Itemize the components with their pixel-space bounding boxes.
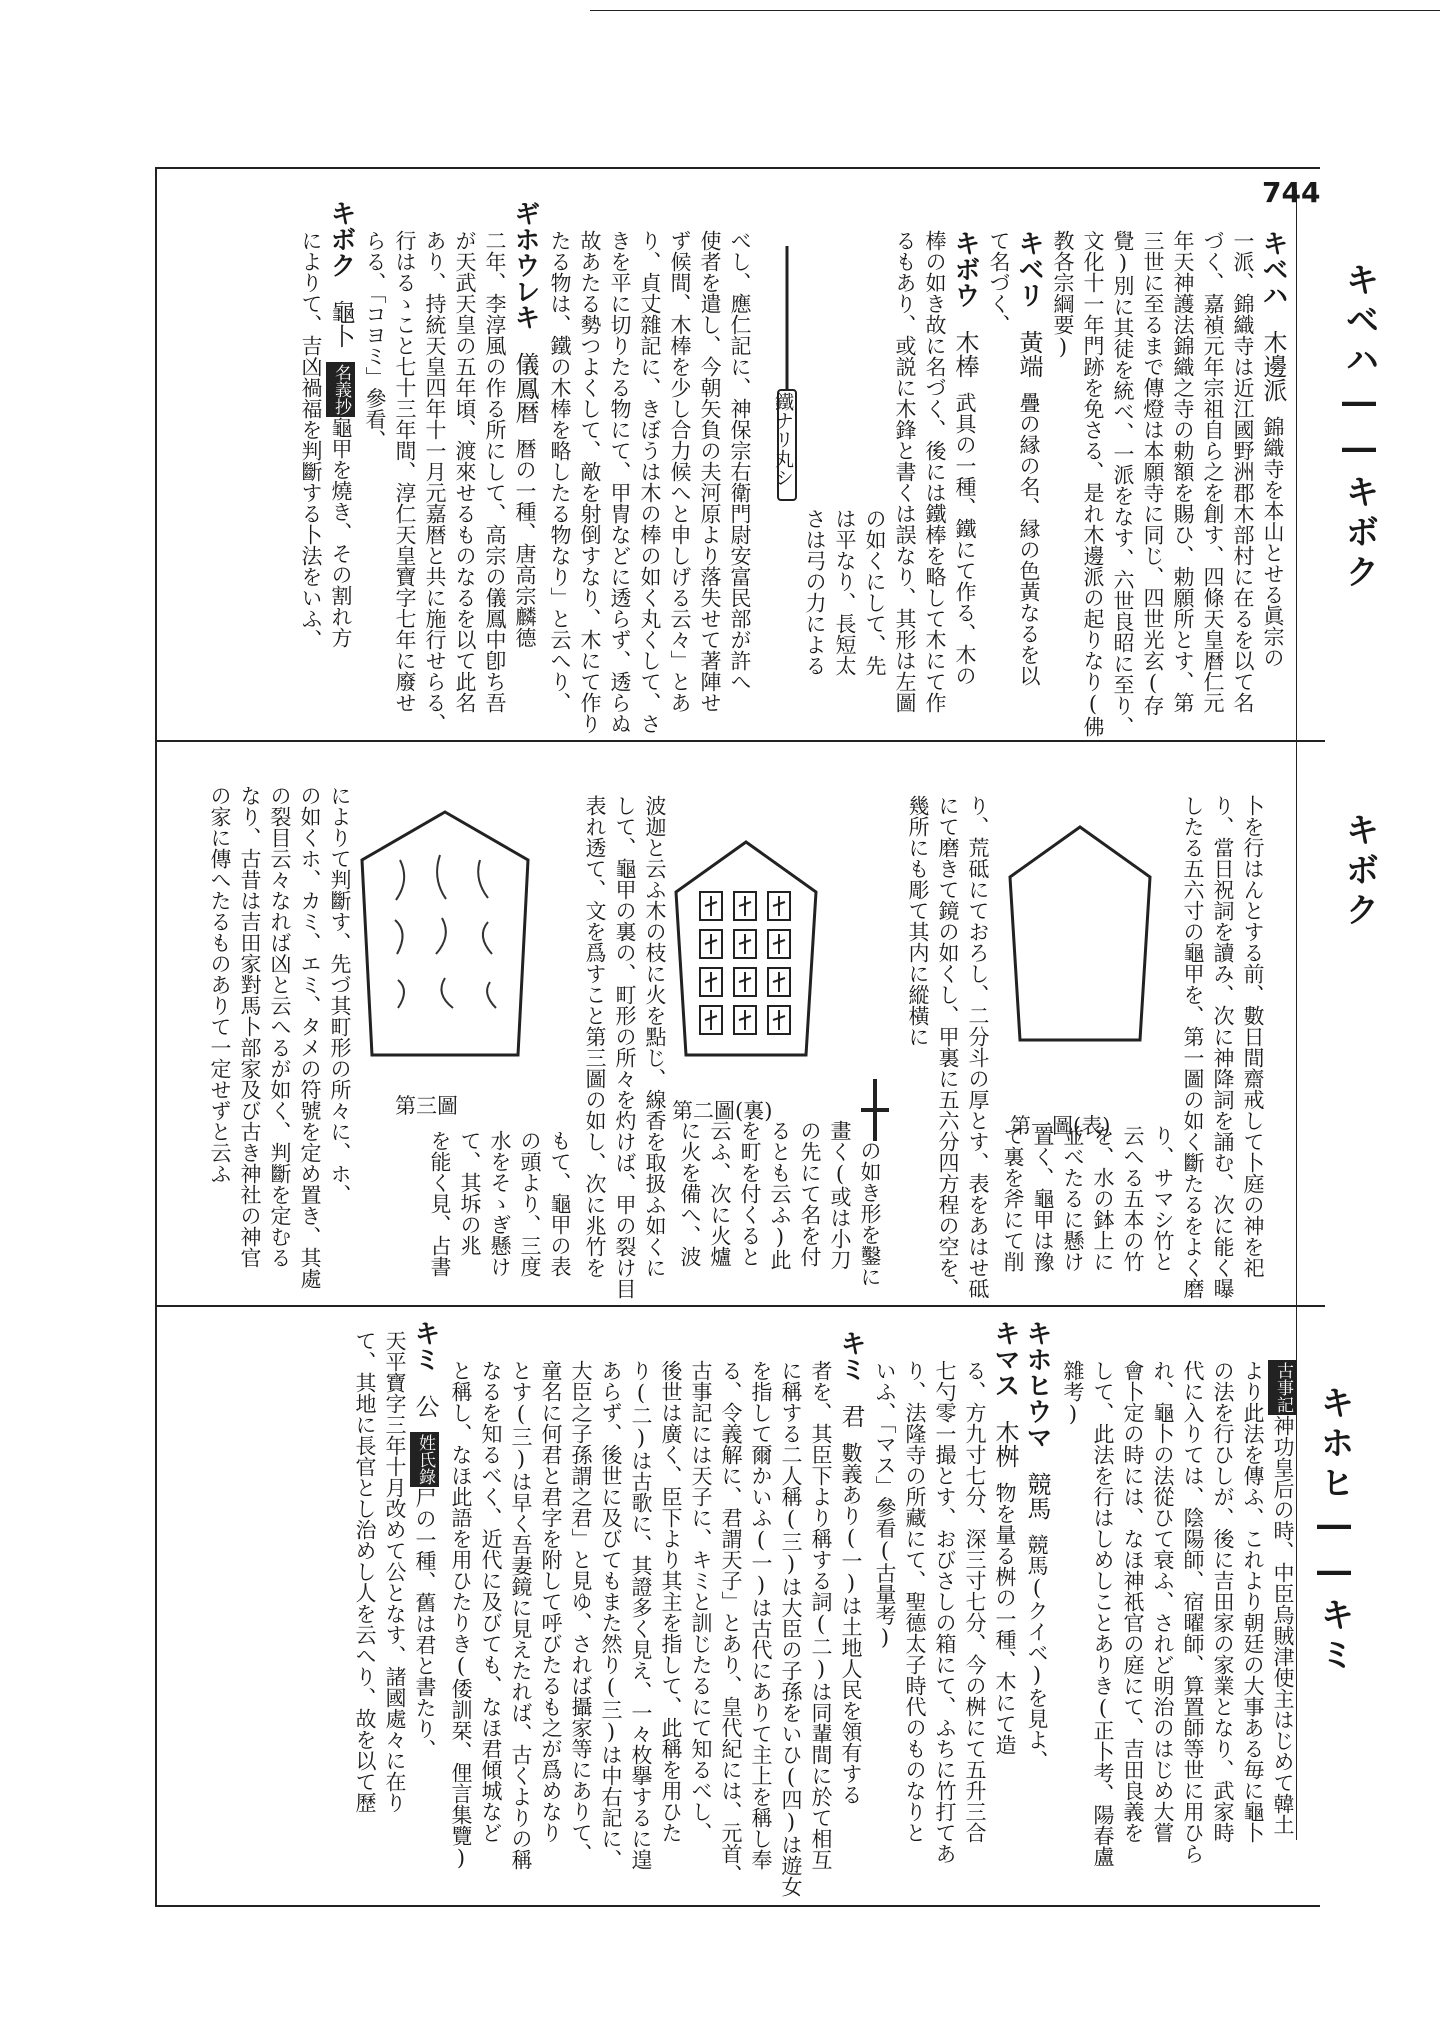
text-line: り、荒砥にておろし、二分斗の厚とす、表をあはせ砥 [966,795,990,1299]
text-line: ず候間、木棒を少し合力候へと申しげる云々」とあ [668,230,692,713]
text-line: とす(三)は早く吾妻鏡に見えたれば、古くよりの稱 [509,1360,533,1870]
text-line: れ、龜卜の法從ひて衰ふ、されど明治のはじめ大嘗 [1151,1360,1175,1843]
cell-mark [773,1010,785,1030]
figure-1-caption: 第一圖(表) [1010,1114,1111,1138]
text-line: の家に傳へたるものありて一定せずと云ふ [208,785,232,1184]
text-line: を指して爾かいふ(一)は古代にありて主上を稱し奉 [749,1360,773,1870]
headword: キベハ [1258,230,1288,308]
text-line: る、令義解に、君謂天子」とあり、皇代紀には、元首、 [719,1360,743,1885]
text-line: 卜を行はんとする前、數日間齋戒して卜庭の神を祀 [1241,795,1265,1278]
text-line: て、其地に長官とし治めし人を云へり、故を以て歷 [353,1330,377,1813]
cross-mark-symbol [855,1075,895,1145]
crack-mark [436,918,446,954]
text-line: り、サマシ竹と [1151,1125,1175,1272]
text-line: したる五六寸の龜甲を、第一圖の如く斷たるをよく磨 [1181,795,1205,1299]
text-line: を、水の鉢上に [1091,1125,1115,1272]
entry-first-line: 物を量る桝の一種、木にて造 [993,1482,1017,1755]
text-line: り、當日祝詞を讀み、次に神降詞を誦む、次に能く曝 [1211,795,1235,1299]
section-divider-1 [155,740,1325,742]
text-line: 教各宗綱要) [1051,230,1075,359]
text-line: り(二)は古歌に、其證多く見え、一々枚擧するに遑 [629,1360,653,1870]
source-tag: 名義抄 [326,362,355,417]
text-line: 會卜定の時には、なほ神祇官の庭にて、吉田良義を [1121,1360,1145,1843]
text-line: 者を、其臣下より稱する詞(二)は同輩間に於て相互 [809,1360,833,1870]
text-line: は平なり、長短太 [833,508,857,676]
page-border-bottom [155,1905,1320,1907]
entry-first-line: 武具の一種、鐵にて作る、木の [953,392,977,686]
text-line: 水をそゝぎ懸け [488,1130,512,1277]
entry-title: 木邊派 [1259,330,1287,402]
text-line: 二年、李淳風の作る所にして、高宗の儀鳳中卽ち吾 [483,230,507,713]
header-top-rule [590,10,1440,11]
crack-marks [395,855,496,1008]
headword: キボク [326,200,356,278]
shell-outline [1010,827,1150,1040]
text-line: して、此法を行はしめしことありき(正卜考、陽春盧 [1091,1360,1115,1867]
text-line: あり、持統天皇四年十一月元嘉暦と共に施行せらる、 [423,230,447,734]
headword: ギホウレキ [510,200,540,330]
text-line: にて磨きて鏡の如くし、甲裏に五六分四方程の空を、 [936,795,960,1299]
text-line: 年天神護法錦織之寺の勅額を賜ひ、勅願所とす、第 [1171,230,1195,713]
text-line: の如くにして、先 [863,508,887,676]
text-line: より此法を傳ふ、これより朝廷の大事ある毎に龜卜 [1241,1360,1265,1843]
text-line: して、龜甲の裏の、町形の所々を灼けば、甲の裂け目 [613,795,637,1299]
cell-mark [773,896,785,916]
headword: キミ [410,1320,440,1372]
section-tab-kiboku: キボク [1339,812,1379,932]
text-line: 雜考) [1061,1360,1085,1426]
crack-mark [398,980,404,1008]
text-line: の如くホ、カミ、エミ、タメの符號を定め置き、其處 [298,785,322,1289]
crack-mark [487,982,496,1008]
text-line: 行はるゝこと七十三年間、淳仁天皇寶字七年に廢せ [393,230,417,713]
text-line: 天平寶字三年十月改めて公となす、諸國處々に在り [383,1330,407,1813]
figure-3-shell-cracks [350,800,540,1070]
text-line: らる、「コヨミ」參看、 [363,230,387,451]
entry-title: 儀鳳暦 [511,352,539,424]
source-tag: 古事記 [1268,1360,1297,1415]
text-line: あらず、後世に及びてもまた然り(三)は中右記に、 [599,1360,623,1870]
text-line: 棒の如き故に名づく、後には鐵棒を略して木にて作 [923,230,947,713]
headword: キミ [836,1330,866,1382]
cell-mark [705,972,717,992]
entry-title: 龜卜 [327,300,355,348]
text-line: いふ、「マス」參看(古量考) [873,1360,897,1650]
carved-cells [700,892,790,1034]
running-head: キベハ――キボク [1339,262,1379,594]
text-line: たる物は、鐵の木棒を略したる物なり」と云へり、 [548,230,572,713]
cell-mark [739,896,751,916]
cell-mark [739,934,751,954]
text-line: の頭より、三度 [518,1130,542,1277]
text-line: 覺)別に其徒を統べ、一派をなす、六世良昭に至り、 [1111,230,1135,737]
text-line: づく、嘉禎元年宗祖自ら之を創す、四條天皇暦仁元 [1201,230,1225,713]
text-line: によりて、吉凶禍福を判斷する卜法をいふ、 [299,230,323,650]
figure-1-shell-front [1000,815,1160,1055]
entry-first-line: 暦の一種、唐高宗麟德 [513,438,537,648]
text-line: 表れ透て、文を爲すこと第三圖の如し、次に兆竹を [583,795,607,1278]
text-line: 三世に至るまで傳燈は本願寺に同じ、四世光玄(存 [1141,230,1165,716]
text-line: て裏を斧にて削 [1001,1125,1025,1272]
text-line: に稱する二人稱(三)は大臣の子孫をいひ(四)は遊女 [779,1360,803,1897]
figure-2-shell-back [666,830,826,1070]
page-border-left [155,167,157,1907]
entry-first-line: 龜甲を燒き、その割れ方 [329,417,353,648]
text-line: の如き形を鑿に [858,1140,882,1287]
text-line: 文化十一年門跡を免さる、是れ木邊派の起りなり(佛 [1081,230,1105,737]
cell-mark [705,1010,717,1030]
text-line: 一派、錦織寺は近江國野洲郡木部村に在るを以て名 [1231,230,1255,713]
text-line: 故あたる勢つよくして、敵を射倒すなり、木にて作り [578,230,602,734]
entry-first-line: 疊の縁の名、縁の色黃なるを以 [1017,392,1041,686]
text-line: 神功皇后の時、中臣烏賊津使主はじめて韓土 [1271,1415,1295,1835]
entry-title: 公 [411,1394,439,1418]
text-line: さは弓の力による [803,508,827,676]
text-line: 並べたるに懸け [1061,1125,1085,1272]
text-line: を町を付くると [738,1120,762,1267]
text-line: るとも云ふ)此 [768,1120,792,1270]
text-line: の先にて名を付 [798,1120,822,1267]
text-line: に火を備へ、波 [678,1120,702,1267]
text-line: て名づく、 [987,230,1011,335]
page-number: 744 [1262,176,1321,209]
headword: キホヒウマ [1022,1320,1052,1450]
figure-3-caption: 第三圖 [395,1094,458,1118]
text-line: 波迦と云ふ木の枝に火を點じ、線香を取扱ふ如くに [643,795,667,1278]
crack-mark [478,860,488,898]
entry-first-line: 競馬(クイベ)を見よ、 [1025,1534,1049,1771]
page-border-top [155,167,1320,169]
text-line: 云ふ、次に火爐 [708,1120,732,1267]
entry-first-line: 尸の一種、舊は君と書たり、 [413,1487,437,1760]
text-line: 後世は廣く、臣下より其主を指して、此稱を用ひた [659,1360,683,1843]
section-tab-kihohi-kimi: キホヒ――キミ [1314,1385,1354,1677]
cell-mark [739,972,751,992]
text-line: 幾所にも彫て其内に縱橫に [906,795,930,1047]
text-line: 童名に何君と君字を附して呼びたるも之が爲めなり [539,1360,563,1843]
entry-first-line: 錦織寺を本山とせる眞宗の [1261,416,1285,668]
kibou-figure-label: 鐵ナリ丸シ [772,392,794,487]
cell-mark [773,934,785,954]
text-line: 大臣之子孫謂之君」と見ゆ、されば攝家等にありて、 [569,1360,593,1864]
text-line: きを平に切りたる物にて、甲冑などに透らず、透らぬ [608,230,632,734]
text-line: 古事記には天子に、キミと訓じたるにて知るべし、 [689,1360,713,1843]
entry-title: 木桝 [991,1420,1019,1468]
entry-first-line: 數義あり(一)は土地人民を領有する [839,1442,863,1805]
crack-mark [395,920,403,954]
text-line: なるを知るべく、近代に及びても、なほ君傾城など [479,1360,503,1843]
text-line: 七勺零一撮とす、おびさしの箱にて、ふちに竹打てあ [933,1360,957,1864]
text-line: によりて判斷す、先づ其町形の所々に、ホ、 [328,785,352,1205]
text-line: の裂目云々なれば凶と云へるが如く、判斷を定むる [268,785,292,1268]
text-line: 使者を遣し、今朝矢負の夫河原より落失せて著陣せ [698,230,722,713]
source-tag: 姓氏錄 [410,1432,439,1487]
crack-mark [483,922,492,954]
cell-mark [705,896,717,916]
crack-mark [441,978,453,1008]
text-line: 云へる五本の竹 [1121,1125,1145,1272]
text-line: り、貞丈雜記に、きぼうは木の棒の如く丸くして、さ [638,230,662,734]
crack-mark [437,855,446,899]
text-line: が天武天皇の五年頃、渡來せるものなるを以て此名 [453,230,477,713]
text-line: 代に入りては、陰陽師、宿曜師、算置師等世に用ひら [1181,1360,1205,1864]
entry-title: 木棒 [951,330,979,378]
crack-mark [396,860,404,900]
headword: キベリ [1014,230,1044,308]
entry-title: 競馬 [1023,1472,1051,1520]
entry-title: 黃端 [1015,330,1043,378]
cell-mark [773,972,785,992]
text-line: る、方九寸七分、深三寸七分、今の桝にて五升三合 [963,1360,987,1843]
section-divider-2 [155,1305,1325,1307]
text-line: もて、龜甲の表 [548,1130,572,1277]
text-line: り、法隆寺の所藏にて、聖德太子時代のものなりと [903,1360,927,1843]
text-line: 置く、龜甲は豫 [1031,1125,1055,1272]
headword: キマス [990,1320,1020,1398]
text-line: を能く見、占書 [428,1130,452,1277]
text-line: なり、古昔は吉田家對馬卜部家及び古き神社の神官 [238,785,262,1268]
text-line: 畫く(或は小刀 [828,1120,852,1270]
cell-mark [705,934,717,954]
figure-2-caption: 第二圖(裏) [672,1099,773,1123]
headword: キボウ [950,230,980,308]
text-line: の法を行ひしが、後に吉田家の家業となり、武家時 [1211,1360,1235,1843]
text-line: べし、應仁記に、神保宗右衛門尉安富民部が許へ [728,230,752,692]
cell-mark [739,1010,751,1030]
text-line: て、其坼の兆 [458,1130,482,1256]
entry-title: 君 [837,1404,865,1428]
text-line: るもあり、或説に木鋒と書くは誤なり、其形は左圖 [893,230,917,713]
text-line: と稱し、なほ此語を用ひたりき(倭訓栞、俚言集覽) [449,1360,473,1870]
